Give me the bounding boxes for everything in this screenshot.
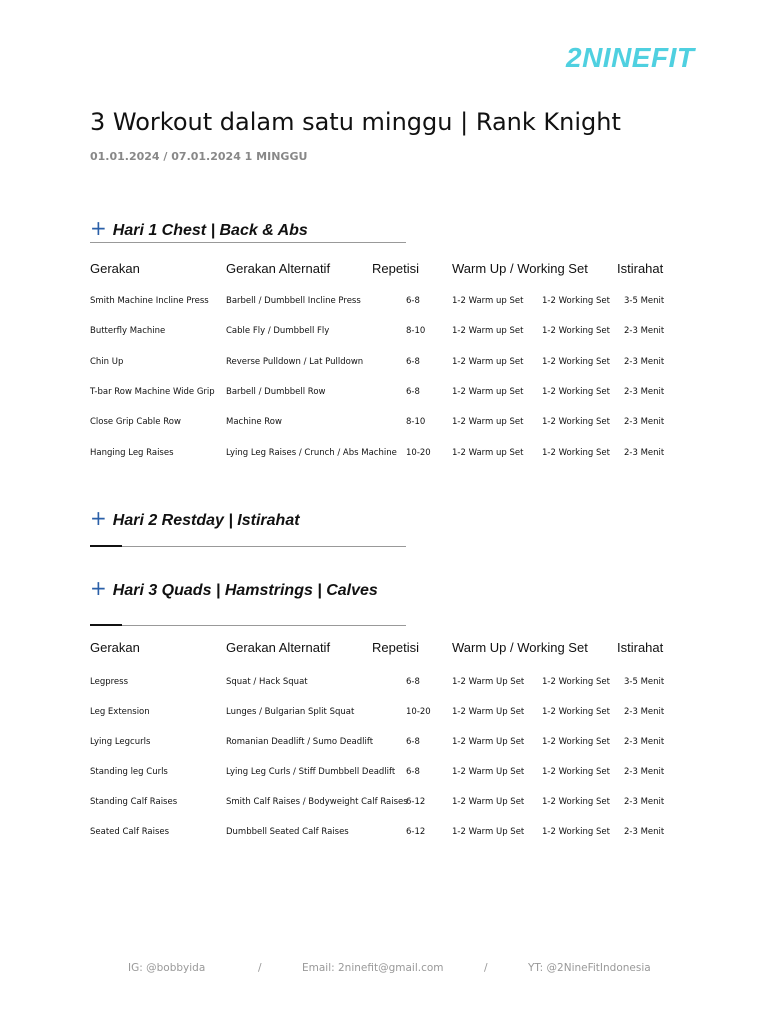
- cell-working: 1-2 Working Set: [542, 827, 610, 837]
- cell-working: 1-2 Working Set: [542, 356, 610, 367]
- cell-gerakan: T-bar Row Machine Wide Grip: [90, 386, 215, 397]
- brand-logo: 2NINEFIT: [566, 42, 695, 73]
- cell-istirahat: 3-5 Menit: [624, 296, 665, 306]
- cell-repetisi: 10-20: [406, 707, 431, 717]
- cell-istirahat: 2-3 Menit: [624, 447, 665, 458]
- header-istirahat: Istirahat: [617, 640, 664, 655]
- section-title: Hari 1 Chest | Back & Abs: [112, 222, 308, 239]
- cell-istirahat: 3-5 Menit: [624, 677, 665, 687]
- divider: [90, 546, 406, 547]
- cell-gerakan: Legpress: [90, 677, 129, 687]
- footer-instagram[interactable]: IG: @bobbyida: [128, 962, 206, 974]
- section-title: Hari 3 Quads | Hamstrings | Calves: [112, 582, 378, 599]
- cell-gerakan: Smith Machine Incline Press: [90, 296, 209, 306]
- cell-warmup: 1-2 Warm Up Set: [452, 737, 525, 747]
- cell-warmup: 1-2 Warm Up Set: [452, 677, 525, 687]
- cell-warmup: 1-2 Warm Up Set: [452, 827, 525, 837]
- cell-gerakan: Standing leg Curls: [90, 767, 168, 777]
- cell-alternatif: Squat / Hack Squat: [226, 677, 308, 687]
- cell-alternatif: Barbell / Dumbbell Incline Press: [226, 296, 361, 306]
- cell-alternatif: Lunges / Bulgarian Split Squat: [226, 707, 355, 717]
- cell-working: 1-2 Working Set: [542, 386, 610, 397]
- header-gerakan: Gerakan: [90, 640, 140, 655]
- footer-separator: /: [484, 962, 488, 974]
- cell-warmup: 1-2 Warm up Set: [452, 356, 524, 367]
- divider-accent: [90, 545, 122, 547]
- cell-alternatif: Cable Fly / Dumbbell Fly: [226, 326, 330, 337]
- header-set: Warm Up / Working Set: [452, 261, 588, 276]
- cell-istirahat: 2-3 Menit: [624, 356, 665, 367]
- footer-email[interactable]: Email: 2ninefit@gmail.com: [302, 962, 444, 974]
- cell-warmup: 1-2 Warm up Set: [452, 296, 524, 306]
- cell-working: 1-2 Working Set: [542, 677, 610, 687]
- header-set: Warm Up / Working Set: [452, 640, 588, 655]
- section-day3: [90, 576, 406, 600]
- cell-warmup: 1-2 Warm up Set: [452, 326, 524, 337]
- cell-working: 1-2 Working Set: [542, 707, 610, 717]
- cell-gerakan: Butterfly Machine: [90, 326, 166, 337]
- cell-istirahat: 2-3 Menit: [624, 417, 665, 428]
- cell-gerakan: Standing Calf Raises: [90, 797, 178, 807]
- cell-warmup: 1-2 Warm up Set: [452, 417, 524, 428]
- cell-alternatif: Smith Calf Raises / Bodyweight Calf Raises: [226, 797, 408, 807]
- cell-repetisi: 10-20: [406, 447, 431, 458]
- cell-warmup: 1-2 Warm up Set: [452, 447, 524, 458]
- cell-repetisi: 6-8: [406, 356, 420, 367]
- cell-alternatif: Lying Leg Curls / Stiff Dumbbell Deadlift: [226, 767, 396, 777]
- cell-istirahat: 2-3 Menit: [624, 737, 665, 747]
- cell-alternatif: Reverse Pulldown / Lat Pulldown: [226, 356, 364, 367]
- cell-istirahat: 2-3 Menit: [624, 707, 665, 717]
- cell-alternatif: Lying Leg Raises / Crunch / Abs Machine: [226, 447, 397, 458]
- cell-repetisi: 6-8: [406, 737, 420, 747]
- cell-warmup: 1-2 Warm Up Set: [452, 767, 525, 777]
- cell-gerakan: Lying Legcurls: [90, 737, 151, 747]
- cell-gerakan: Close Grip Cable Row: [90, 417, 181, 428]
- cell-gerakan: Seated Calf Raises: [90, 827, 170, 837]
- plus-icon[interactable]: +: [90, 506, 107, 530]
- cell-istirahat: 2-3 Menit: [624, 386, 665, 397]
- cell-istirahat: 2-3 Menit: [624, 326, 665, 337]
- cell-working: 1-2 Working Set: [542, 737, 610, 747]
- cell-repetisi: 6-12: [406, 827, 426, 837]
- cell-alternatif: Machine Row: [226, 417, 282, 428]
- cell-repetisi: 8-10: [406, 326, 426, 337]
- header-repetisi: Repetisi: [372, 261, 419, 276]
- divider-accent: [90, 624, 122, 626]
- cell-istirahat: 2-3 Menit: [624, 767, 665, 777]
- cell-working: 1-2 Working Set: [542, 417, 610, 428]
- cell-repetisi: 6-12: [406, 797, 426, 807]
- cell-gerakan: Chin Up: [90, 356, 124, 367]
- cell-gerakan: Hanging Leg Raises: [90, 447, 174, 458]
- cell-alternatif: Romanian Deadlift / Sumo Deadlift: [226, 737, 374, 747]
- cell-warmup: 1-2 Warm up Set: [452, 386, 524, 397]
- cell-alternatif: Barbell / Dumbbell Row: [226, 386, 326, 397]
- cell-repetisi: 8-10: [406, 417, 426, 428]
- cell-working: 1-2 Working Set: [542, 326, 610, 337]
- cell-alternatif: Dumbbell Seated Calf Raises: [226, 827, 349, 837]
- cell-istirahat: 2-3 Menit: [624, 797, 665, 807]
- cell-gerakan: Leg Extension: [90, 707, 150, 717]
- page-title: 3 Workout dalam satu minggu | Rank Knight: [90, 108, 621, 136]
- section-title: Hari 2 Restday | Istirahat: [112, 512, 300, 529]
- divider: [90, 625, 406, 626]
- footer-separator: /: [258, 962, 262, 974]
- header-alternatif: Gerakan Alternatif: [226, 261, 331, 276]
- footer-youtube[interactable]: YT: @2NineFitIndonesia: [528, 962, 651, 974]
- section-day1: [90, 216, 406, 240]
- cell-repetisi: 6-8: [406, 677, 420, 687]
- cell-repetisi: 6-8: [406, 386, 420, 397]
- cell-repetisi: 6-8: [406, 296, 420, 306]
- cell-repetisi: 6-8: [406, 767, 420, 777]
- plus-icon[interactable]: +: [90, 576, 107, 600]
- header-gerakan: Gerakan: [90, 261, 140, 276]
- cell-istirahat: 2-3 Menit: [624, 827, 665, 837]
- section-day2: [90, 506, 406, 530]
- cell-working: 1-2 Working Set: [542, 447, 610, 458]
- date-range: 01.01.2024 / 07.01.2024 1 MINGGU: [90, 150, 308, 163]
- divider: [90, 242, 406, 243]
- header-alternatif: Gerakan Alternatif: [226, 640, 331, 655]
- plus-icon[interactable]: +: [90, 216, 107, 240]
- cell-warmup: 1-2 Warm Up Set: [452, 797, 525, 807]
- header-repetisi: Repetisi: [372, 640, 419, 655]
- cell-working: 1-2 Working Set: [542, 296, 610, 306]
- cell-working: 1-2 Working Set: [542, 797, 610, 807]
- cell-working: 1-2 Working Set: [542, 767, 610, 777]
- cell-warmup: 1-2 Warm Up Set: [452, 707, 525, 717]
- header-istirahat: Istirahat: [617, 261, 664, 276]
